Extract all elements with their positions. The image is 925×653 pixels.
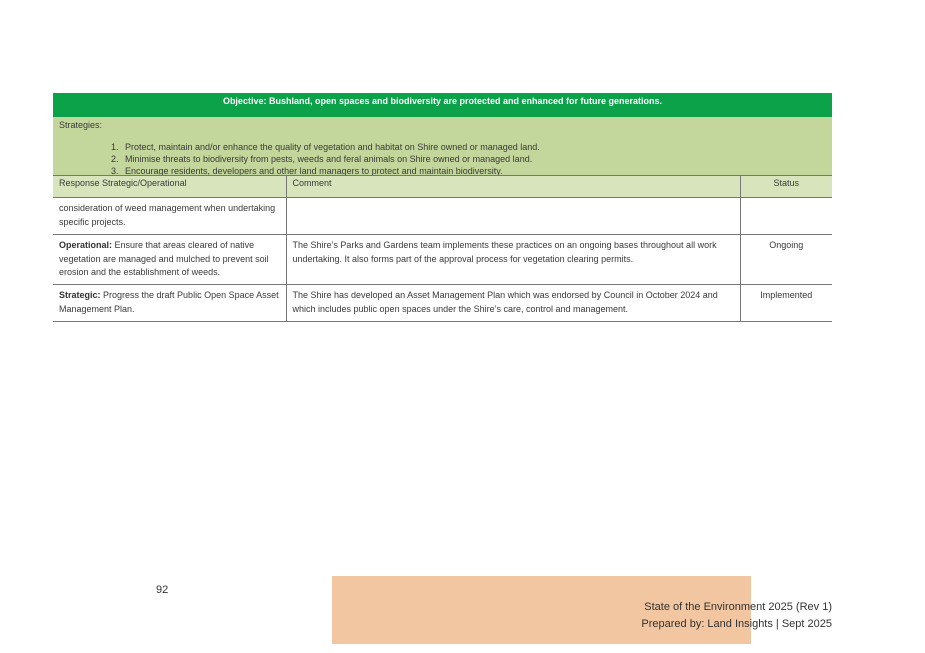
response-cell xyxy=(53,235,286,285)
response-text: Progress the draft Public Open Space Asset Management Plan. xyxy=(59,290,279,314)
objective-banner: Objective: Bushland, open spaces and biodiversity are protected and enhanced for future generations. xyxy=(53,93,832,117)
header-response: Response Strategic/Operational xyxy=(53,176,286,198)
response-text: Ensure that areas cleared of native vegetation are managed and mulched to prevent soil erosion and the establishment of weeds. xyxy=(59,240,269,277)
comment-cell: The Shire has developed an Asset Management Plan which was endorsed by Council in October 2024 and which includes public open spaces under the Shire’s care, control and management. xyxy=(286,285,740,322)
status-cell: Implemented xyxy=(740,285,832,322)
table-row xyxy=(53,285,832,322)
footer-title: State of the Environment 2025 (Rev 1) xyxy=(644,601,832,613)
strategies-section xyxy=(53,117,832,175)
strategy-item: 2. Minimise threats to biodiversity from pests, weeds and feral animals on Shire owned or managed land. xyxy=(121,153,826,165)
footer-prepared-by: Prepared by: Land Insights | Sept 2025 xyxy=(641,618,832,630)
strategies-list xyxy=(59,141,826,175)
comment-cell: The Shire’s Parks and Gardens team implements these practices on an ongoing bases throughout all work undertaking. It also forms part of the approval process for vegetation clearing permits. xyxy=(286,235,740,285)
header-comment: Comment xyxy=(286,176,740,198)
response-cell xyxy=(53,198,286,235)
page-number: 92 xyxy=(156,584,169,596)
header-status: Status xyxy=(740,176,832,198)
response-type: Operational: xyxy=(59,240,113,250)
status-cell xyxy=(740,198,832,235)
footer-info xyxy=(641,599,832,633)
strategies-label: Strategies: xyxy=(59,120,103,130)
comment-cell xyxy=(286,198,740,235)
response-cell xyxy=(53,285,286,322)
response-type: Strategic: xyxy=(59,290,101,300)
strategy-item: 3. Encourage residents, developers and other land managers to protect and maintain biodiversity. xyxy=(121,165,826,175)
table-row xyxy=(53,198,832,235)
response-text: consideration of weed management when undertaking specific projects. xyxy=(59,203,276,227)
response-table xyxy=(53,175,832,322)
objective-table xyxy=(53,93,832,322)
table-header-row xyxy=(53,176,832,198)
table-row xyxy=(53,235,832,285)
strategy-item: 1. Protect, maintain and/or enhance the quality of vegetation and habitat on Shire owned or managed land. xyxy=(121,141,826,153)
status-cell: Ongoing xyxy=(740,235,832,285)
